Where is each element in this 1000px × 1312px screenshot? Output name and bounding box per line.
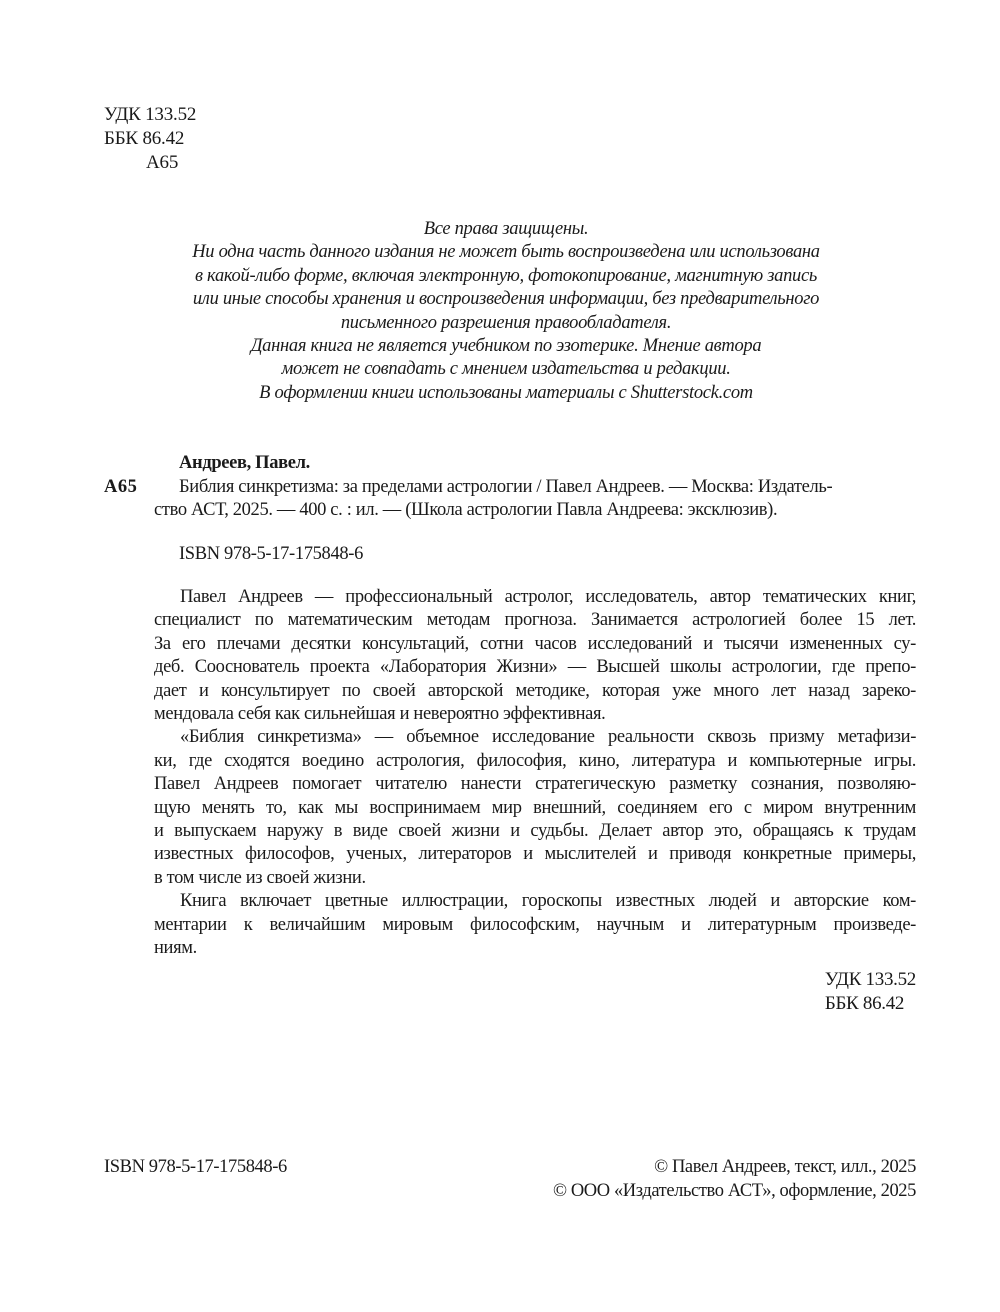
- description-line: ство АСТ, 2025. — 400 с. : ил. — (Школа астрологии Павла Андреева: эксклюзив).: [154, 500, 778, 520]
- bbk-code: ББК 86.42: [104, 128, 185, 149]
- annotation-line: дает и консультирует по своей авторской методике, которая уже много лет назад зареко-: [154, 680, 916, 701]
- bbk-code: ББК 86.42: [824, 993, 905, 1014]
- rights-line: в какой-либо форме, включая электронную, фотокопирование, магнитную запись: [195, 265, 817, 286]
- annotation-line: Павел Андреев помогает читателю нанести стратегическую разметку сознания, позволяю-: [154, 774, 916, 795]
- rights-line: может не совпадать с мнением издательства и редакции.: [281, 359, 731, 380]
- rights-line: или иные способы хранения и воспроизведения информации, без предварительного: [192, 289, 820, 310]
- annotation-line: специалист по математическим методам прогноза. Занимается астрологией более 15 лет.: [154, 610, 916, 631]
- rights-notice: [104, 218, 908, 405]
- bibliographic-record: [104, 452, 916, 566]
- rights-line: Ни одна часть данного издания не может быть воспроизведена или использована: [192, 242, 820, 263]
- copyright-notice: [553, 1155, 916, 1203]
- rights-line: В оформлении книги использованы материалы с Shutterstock.com: [259, 382, 753, 403]
- udk-code: УДК 133.52: [824, 969, 916, 990]
- annotation-line: деб. Сооснователь проекта «Лаборатория Жизни» — Высшей школы астрологии, где препо-: [154, 657, 916, 678]
- author-heading: Андреев, Павел.: [179, 453, 310, 473]
- annotation-paragraph: [154, 586, 916, 726]
- annotation-line: ки, где сходятся воедино астрология, философия, кино, литература и компьютерные игры.: [154, 750, 916, 771]
- annotation-line: известных философов, ученых, литераторов и мыслителей и приводя конкретные примеры,: [154, 844, 916, 865]
- annotation-line: ниям.: [154, 938, 197, 959]
- annotation-line: «Библия синкретизма» — объемное исследование реальности сквозь призму метафизи-: [180, 727, 916, 748]
- author-mark: А65: [104, 476, 138, 497]
- rights-line: письменного разрешения правообладателя.: [340, 312, 672, 333]
- udk-code: УДК 133.52: [104, 104, 197, 125]
- annotation-paragraph: [154, 890, 916, 960]
- annotation-line: За его плечами десятки консультаций, сотни часов исследований и тысячи измененных су-: [154, 633, 916, 654]
- copyright-line: © Павел Андреев, текст, илл., 2025: [654, 1157, 916, 1177]
- description-line: Библия синкретизма: за пределами астрологии / Павел Андреев. — Москва: Издатель-: [179, 476, 833, 497]
- annotation-line: ментарии к величайшим мировым философским, научным и литературным произведе-: [154, 914, 916, 935]
- rights-line: Все права защищены.: [423, 219, 589, 239]
- classification-block-right: [825, 968, 916, 1016]
- isbn: ISBN 978-5-17-175848-6: [179, 543, 363, 564]
- annotation-line: щую менять то, как мы воспринимаем мир внешний, соединяем его с миром внутренним: [154, 797, 916, 818]
- annotation-line: в том числе из своей жизни.: [154, 867, 366, 888]
- footer-isbn: ISBN 978-5-17-175848-6: [104, 1157, 287, 1177]
- annotation-line: Книга включает цветные иллюстрации, гороскопы известных людей и авторские ком-: [180, 891, 916, 912]
- classification-block: [104, 103, 196, 175]
- annotation-line: Павел Андреев — профессиональный астролог, исследователь, автор тематических книг,: [180, 587, 916, 607]
- annotation: [154, 586, 916, 961]
- copyright-line: © ООО «Издательство АСТ», оформление, 2025: [552, 1181, 916, 1201]
- author-mark: А65: [146, 152, 179, 173]
- rights-line: Данная книга не является учебником по эзотерике. Мнение автора: [250, 336, 762, 357]
- annotation-paragraph: [154, 726, 916, 890]
- bibliographic-description: [104, 476, 916, 500]
- annotation-line: мендовала себя как сильнейшая и невероятно эффективная.: [154, 704, 606, 725]
- annotation-line: и выпускаем наружу в виде своей жизни и судьбы. Делает автор это, обращаясь к трудам: [154, 821, 916, 842]
